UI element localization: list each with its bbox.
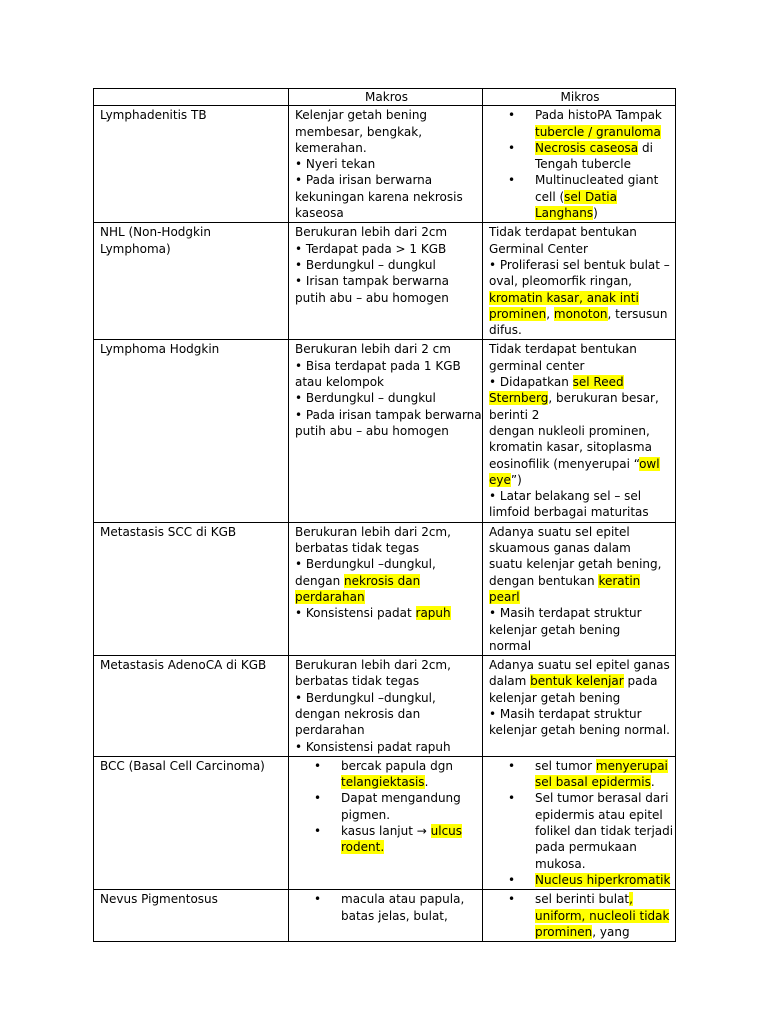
highlighted-text: kromatin kasar, anak inti [489, 290, 639, 305]
pathology-comparison-table [93, 88, 676, 942]
mikros-cell [483, 223, 676, 340]
mikros-cell [483, 756, 676, 889]
text-segment: kelenjar getah bening normal. [489, 723, 670, 738]
text-line [535, 790, 671, 806]
bullet-item [295, 790, 478, 823]
highlighted-text: prominen [535, 924, 593, 939]
text-line [341, 823, 478, 839]
text-line [489, 224, 671, 240]
text-segment: Adanya suatu sel epitel [489, 524, 630, 539]
text-line [295, 257, 478, 273]
makros-cell [289, 223, 483, 340]
text-line [535, 107, 671, 123]
bullet-list [489, 107, 671, 221]
text-line [341, 790, 478, 806]
text-segment: Berukuran lebih dari 2cm, [295, 658, 451, 673]
bullet-dot-icon: • [508, 758, 516, 773]
text-segment: kasus lanjut → [341, 824, 431, 839]
condition-name-cell: Lymphoma Hodgkin [94, 340, 289, 522]
highlighted-text: monoton [553, 306, 608, 321]
text-line [295, 140, 478, 156]
bullet-item [295, 758, 478, 791]
text-line [295, 407, 482, 423]
text-line [489, 306, 671, 322]
text-line [295, 657, 478, 673]
text-segment: dengan nekrosis dan [295, 706, 421, 721]
makros-cell [289, 340, 483, 522]
text-segment: • Terdapat pada > 1 KGB [295, 241, 447, 256]
bullet-list [295, 758, 478, 856]
text-line [489, 706, 671, 722]
text-segment: Multinucleated giant [535, 173, 659, 188]
text-line [489, 358, 671, 374]
bullet-item [489, 790, 674, 871]
text-line [489, 456, 671, 472]
text-line [295, 589, 478, 605]
text-segment: dengan bentukan [489, 573, 599, 588]
text-line [295, 341, 478, 357]
highlighted-text: ulcus [430, 824, 463, 839]
text-line [489, 472, 671, 488]
makros-cell [289, 522, 483, 655]
text-segment: • Masih terdapat struktur [489, 606, 642, 621]
text-line [295, 573, 478, 589]
header-makros: Makros [289, 89, 483, 106]
condition-name-cell: Nevus Pigmentosus [94, 890, 289, 942]
text-line [295, 189, 478, 205]
text-segment: • Berdungkul –dungkul, [295, 690, 436, 705]
text-segment: normal [489, 638, 532, 653]
text-segment: kaseosa [295, 206, 344, 221]
text-segment: Germinal Center [489, 241, 588, 256]
highlighted-text: uniform, nucleoli tidak [535, 908, 670, 923]
text-segment: Sel tumor berasal dari [535, 791, 669, 806]
text-segment: Berukuran lebih dari 2 cm [295, 342, 451, 357]
bullet-item [489, 107, 671, 140]
text-segment: suatu kelenjar getah bening, [489, 557, 662, 572]
text-segment: • Berdungkul – dungkul [295, 391, 436, 406]
text-segment: kelenjar getah bening [489, 690, 621, 705]
text-line [489, 573, 671, 589]
highlighted-text: Langhans [535, 206, 594, 221]
text-segment: kromatin kasar, sitoplasma [489, 440, 652, 455]
table-row-lymphadenitis-tb [94, 106, 676, 223]
text-line [341, 891, 478, 907]
text-line [489, 504, 671, 520]
text-line [489, 690, 671, 706]
text-segment: Dapat mengandung [341, 791, 461, 806]
text-segment: dalam [489, 674, 531, 689]
text-segment: putih abu – abu homogen [295, 423, 449, 438]
text-line [489, 390, 671, 406]
highlighted-text: rapuh [415, 606, 451, 621]
text-segment: dengan nukleoli prominen, [489, 423, 650, 438]
text-segment: dengan [295, 573, 344, 588]
text-segment: • Didapatkan [489, 375, 573, 390]
bullet-dot-icon: • [314, 791, 322, 806]
text-segment: ) [593, 206, 598, 221]
text-line [295, 273, 478, 289]
text-line [295, 605, 478, 621]
condition-name-cell: Metastasis AdenoCA di KGB [94, 656, 289, 757]
highlighted-text: prominen [489, 306, 547, 321]
text-line [489, 488, 671, 504]
header-empty-cell [94, 89, 289, 106]
text-segment: Kelenjar getah bening [295, 108, 428, 123]
text-line [295, 673, 478, 689]
makros-cell [289, 890, 483, 942]
text-segment: • Pada irisan tampak berwarna [295, 407, 482, 422]
text-segment: eosinofilik (menyerupai “ [489, 456, 640, 471]
text-segment: • Konsistensi padat rapuh [295, 739, 451, 754]
text-line [535, 924, 671, 940]
mikros-cell [483, 522, 676, 655]
text-segment: bercak papula dgn [341, 758, 453, 773]
text-segment: Tengah tubercle [535, 157, 631, 172]
bullet-item [489, 172, 671, 221]
condition-name-cell: NHL (Non-Hodgkin Lymphoma) [94, 223, 289, 340]
text-line [295, 156, 478, 172]
text-segment: sel berinti bulat [535, 892, 630, 907]
text-line [535, 807, 671, 823]
text-segment: pada permukaan [535, 840, 637, 855]
text-segment: macula atau papula, [341, 892, 465, 907]
text-line [295, 358, 478, 374]
bullet-list [489, 758, 674, 888]
text-line [295, 540, 478, 556]
makros-cell [289, 756, 483, 889]
text-line [489, 407, 671, 423]
text-segment: membesar, bengkak, [295, 124, 423, 139]
text-line [489, 322, 671, 338]
text-segment: • Berdungkul – dungkul [295, 257, 436, 272]
makros-cell [289, 656, 483, 757]
text-line [535, 774, 671, 790]
text-line [489, 540, 671, 556]
text-segment: cell ( [535, 189, 565, 204]
bullet-dot-icon: • [508, 872, 516, 887]
text-line [295, 107, 478, 123]
text-line [489, 589, 671, 605]
table-body [94, 106, 676, 942]
text-segment: ”) [510, 472, 522, 487]
text-line [341, 908, 478, 924]
text-line [489, 241, 671, 257]
text-line [489, 273, 671, 289]
table-row-nhl-non-hodgkin-lymphoma [94, 223, 676, 340]
bullet-dot-icon: • [508, 108, 516, 123]
text-segment: mukosa. [535, 856, 586, 871]
highlighted-text: sel Reed [572, 375, 624, 390]
highlighted-text: rodent. [341, 840, 385, 855]
text-segment: , tersusun [607, 306, 668, 321]
text-segment: atau kelompok [295, 375, 385, 390]
text-line [489, 673, 671, 689]
table-row-lymphoma-hodgkin [94, 340, 676, 522]
text-line [489, 374, 671, 390]
text-line [489, 556, 671, 572]
text-line [489, 439, 671, 455]
header-mikros: Mikros [483, 89, 676, 106]
text-segment: putih abu – abu homogen [295, 290, 449, 305]
text-segment: folikel dan tidak terjadi [535, 824, 674, 839]
text-segment: batas jelas, bulat, [341, 908, 448, 923]
text-segment: . [650, 775, 655, 790]
table-row-metastasis-adenoca-di-kgb [94, 656, 676, 757]
highlighted-text: telangiektasis [341, 775, 425, 790]
text-line [489, 341, 671, 357]
text-line [535, 908, 671, 924]
text-segment: • Pada irisan berwarna [295, 173, 433, 188]
text-segment: • Konsistensi padat [295, 606, 416, 621]
text-line [535, 140, 671, 156]
bullet-dot-icon: • [508, 173, 516, 188]
bullet-dot-icon: • [314, 758, 322, 773]
text-segment: berinti 2 [489, 407, 540, 422]
text-segment: skuamous ganas dalam [489, 541, 631, 556]
highlighted-text: keratin [598, 573, 641, 588]
text-segment: Berukuran lebih dari 2cm [295, 225, 448, 240]
bullet-list [295, 891, 478, 924]
header-row [94, 89, 676, 106]
highlighted-text: Nucleus hiperkromatik [535, 872, 671, 887]
text-segment: • Irisan tampak berwarna [295, 274, 449, 289]
highlighted-text: menyerupai [595, 758, 668, 773]
text-line [295, 224, 478, 240]
text-line [295, 172, 478, 188]
bullet-item [489, 891, 671, 940]
text-line [295, 423, 478, 439]
bullet-dot-icon: • [314, 824, 322, 839]
bullet-item [489, 872, 671, 888]
bullet-item [295, 891, 478, 924]
text-line [341, 839, 478, 855]
text-line [489, 638, 671, 654]
bullet-list [489, 891, 671, 940]
text-line [295, 374, 478, 390]
text-line [489, 290, 671, 306]
text-segment: epidermis atau epitel [535, 807, 663, 822]
highlighted-text: , [629, 892, 633, 907]
highlighted-text: sel Datia [564, 189, 617, 204]
text-segment: berbatas tidak tegas [295, 674, 420, 689]
text-line [489, 605, 671, 621]
text-line [295, 690, 478, 706]
text-segment: Adanya suatu sel epitel ganas [489, 658, 670, 673]
text-line [295, 390, 478, 406]
text-segment: Tidak terdapat bentukan [489, 342, 637, 357]
text-line [535, 839, 671, 855]
bullet-dot-icon: • [508, 791, 516, 806]
bullet-dot-icon: • [508, 892, 516, 907]
condition-name-cell: Lymphadenitis TB [94, 106, 289, 223]
text-line [535, 823, 674, 839]
text-line [295, 524, 478, 540]
text-line [295, 739, 478, 755]
highlighted-text: Necrosis caseosa [535, 140, 639, 155]
text-segment: , [546, 306, 554, 321]
bullet-item [295, 823, 478, 856]
mikros-cell [483, 656, 676, 757]
text-line [535, 758, 671, 774]
highlighted-text: bentuk kelenjar [530, 674, 624, 689]
text-line [535, 205, 671, 221]
text-segment: pigmen. [341, 807, 391, 822]
text-segment: • Proliferasi sel bentuk bulat – [489, 257, 670, 272]
text-line [535, 124, 671, 140]
text-segment: oval, pleomorfik ringan, [489, 274, 632, 289]
mikros-cell [483, 890, 676, 942]
table-row-nevus-pigmentosus [94, 890, 676, 942]
text-line [535, 856, 671, 872]
text-line [535, 872, 671, 888]
text-segment: difus. [489, 323, 522, 338]
text-segment: , berukuran besar, [548, 391, 659, 406]
highlighted-text: perdarahan [295, 589, 365, 604]
text-segment: Pada histoPA Tampak [535, 108, 662, 123]
text-line [489, 423, 671, 439]
text-line [295, 706, 478, 722]
table-row-bcc-basal-cell-carcinoma [94, 756, 676, 889]
text-segment: kemerahan. [295, 140, 367, 155]
text-segment: pada [623, 674, 658, 689]
text-line [295, 205, 478, 221]
bullet-item [489, 140, 671, 173]
text-line [489, 257, 671, 273]
mikros-cell [483, 106, 676, 223]
highlighted-text: owl [639, 456, 660, 471]
text-segment: germinal center [489, 358, 585, 373]
bullet-dot-icon: • [508, 140, 516, 155]
text-segment: perdarahan [295, 723, 365, 738]
text-line [341, 807, 478, 823]
text-line [535, 189, 671, 205]
text-line [295, 124, 478, 140]
text-line [489, 722, 671, 738]
text-line [295, 241, 478, 257]
text-line [295, 290, 478, 306]
text-segment: • Nyeri tekan [295, 157, 376, 172]
highlighted-text: Sternberg [489, 391, 549, 406]
text-segment: limfoid berbagai maturitas [489, 505, 649, 520]
makros-cell [289, 106, 483, 223]
text-line [341, 758, 478, 774]
text-line [489, 524, 671, 540]
bullet-dot-icon: • [314, 892, 322, 907]
text-segment: , yang [592, 924, 630, 939]
text-segment: di [638, 140, 653, 155]
highlighted-text: eye [489, 472, 511, 487]
text-line [489, 622, 671, 638]
text-line [535, 156, 671, 172]
text-line [535, 172, 671, 188]
text-line [295, 556, 478, 572]
mikros-cell [483, 340, 676, 522]
text-segment: sel tumor [535, 758, 596, 773]
text-segment: . [424, 775, 429, 790]
text-line [489, 657, 671, 673]
text-segment: berbatas tidak tegas [295, 541, 420, 556]
table-row-metastasis-scc-di-kgb [94, 522, 676, 655]
text-segment: • Berdungkul –dungkul, [295, 557, 436, 572]
bullet-item [489, 758, 671, 791]
text-segment: kelenjar getah bening [489, 622, 621, 637]
text-segment: • Bisa terdapat pada 1 KGB [295, 358, 461, 373]
text-line [535, 891, 671, 907]
condition-name-cell: Metastasis SCC di KGB [94, 522, 289, 655]
highlighted-text: nekrosis dan [344, 573, 421, 588]
text-line [295, 722, 478, 738]
text-segment: Berukuran lebih dari 2cm, [295, 524, 451, 539]
text-segment: • Masih terdapat struktur [489, 706, 642, 721]
highlighted-text: sel basal epidermis [535, 775, 651, 790]
text-line [341, 774, 478, 790]
highlighted-text: pearl [489, 589, 520, 604]
text-segment: • Latar belakang sel – sel [489, 489, 642, 504]
condition-name-cell: BCC (Basal Cell Carcinoma) [94, 756, 289, 889]
text-segment: kekuningan karena nekrosis [295, 189, 463, 204]
highlighted-text: tubercle / granuloma [535, 124, 661, 139]
text-segment: Tidak terdapat bentukan [489, 225, 637, 240]
